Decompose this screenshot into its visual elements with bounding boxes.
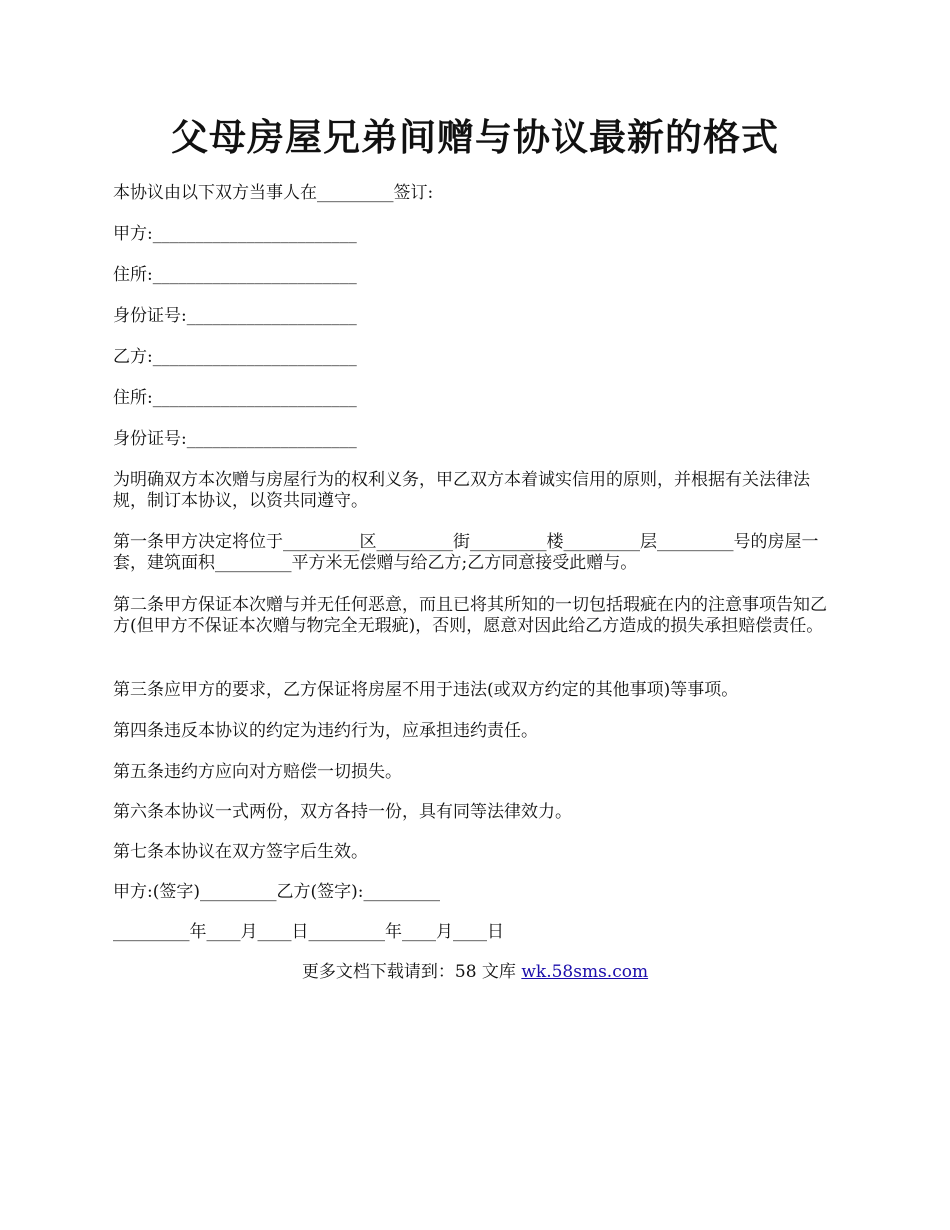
- footer: [0, 962, 950, 983]
- footer-text: 更多文档下载请到：58 文库: [301, 962, 522, 982]
- party-b-address-line: 住所:________________________: [113, 388, 357, 408]
- party-a-line: 甲方:________________________: [113, 224, 357, 244]
- article-4-paragraph: 第四条违反本协议的约定为违约行为，应承担违约责任。: [113, 721, 538, 741]
- party-a-address-line: 住所:________________________: [113, 265, 357, 285]
- article-5-paragraph: 第五条违约方应向对方赔偿一切损失。: [113, 762, 402, 782]
- article-3-paragraph: 第三条应甲方的要求，乙方保证将房屋不用于违法(或双方约定的其他事项)等事项。: [113, 680, 739, 700]
- footer-link[interactable]: wk.58sms.com: [521, 962, 649, 982]
- party-b-line: 乙方:________________________: [113, 347, 357, 367]
- preamble-paragraph: 为明确双方本次赠与房屋行为的权利义务，甲乙双方本着诚实信用的原则，并根据有关法律法规，制订本协议，以资共同遵守。: [113, 470, 810, 511]
- article-7-paragraph: 第七条本协议在双方签字后生效。: [113, 842, 368, 862]
- signature-line: 甲方:(签字)_________乙方(签字):_________: [113, 882, 440, 902]
- article-2-paragraph: 第二条甲方保证本次赠与并无任何恶意，而且已将其所知的一切包括瑕疵在内的注意事项告知乙方(但甲方不保证本次赠与物完全无瑕疵)，否则，愿意对因此给乙方造成的损失承担赔偿责任。: [113, 595, 827, 636]
- article-1-paragraph: 第一条甲方决定将位于_________区_________街_________楼_________层_________号的房屋一套，建筑面积_________平方米无偿赠与给乙方;乙方同意接受此赠与。: [113, 532, 819, 573]
- document-title: 父母房屋兄弟间赠与协议最新的格式: [171, 115, 779, 159]
- date-line: _________年____月____日_________年____月____日: [113, 922, 504, 942]
- party-a-id-line: 身份证号:____________________: [113, 306, 357, 326]
- intro-line: 本协议由以下双方当事人在_________签订:: [113, 183, 434, 203]
- article-6-paragraph: 第六条本协议一式两份，双方各持一份，具有同等法律效力。: [113, 802, 572, 822]
- party-b-id-line: 身份证号:____________________: [113, 429, 357, 449]
